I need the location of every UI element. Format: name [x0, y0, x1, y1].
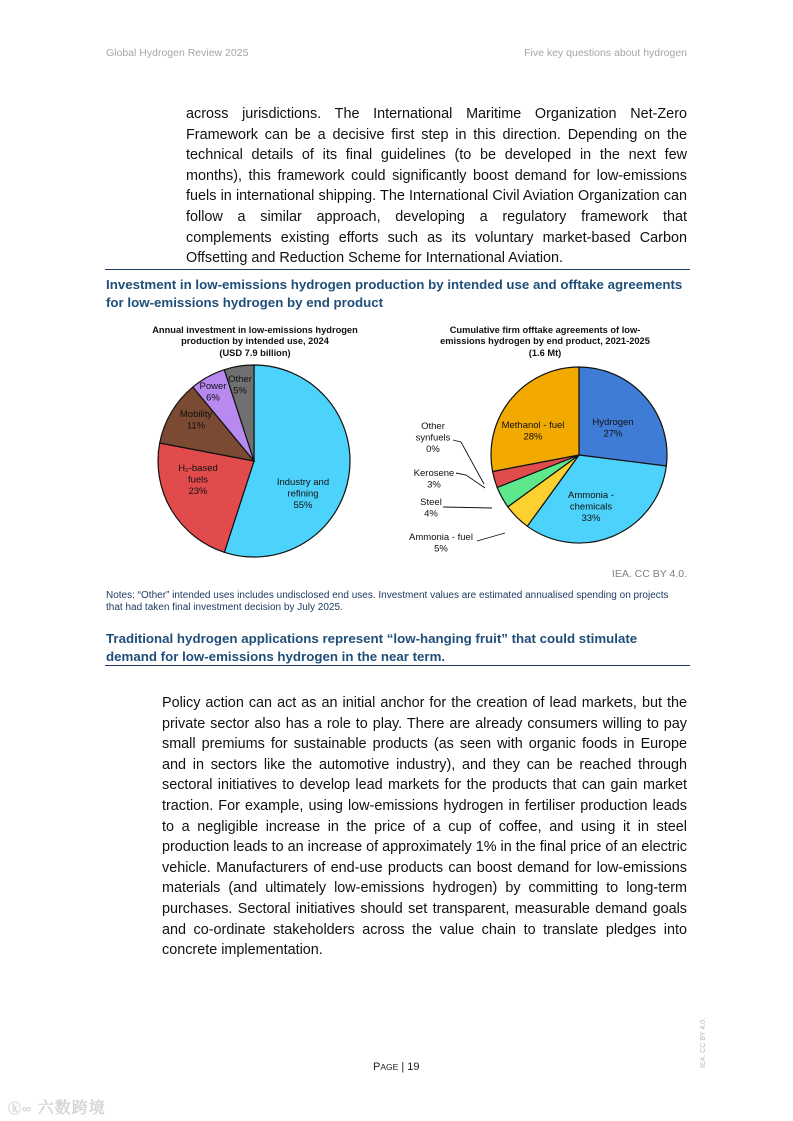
- page-number: [373, 1061, 420, 1073]
- pie-label: Power 6%: [199, 381, 227, 404]
- watermark-text: 六数跨境: [37, 1100, 106, 1117]
- pie-label: H₂-based fuels 23%: [178, 463, 218, 497]
- left-pie-chart: [158, 365, 350, 557]
- watermark-icon: ⓚ∞: [8, 1101, 33, 1116]
- leader-line: [443, 507, 492, 508]
- pie-label: Ammonia -chemicals 33%: [568, 490, 614, 524]
- right-chart-title-line1: Cumulative firm offtake agreements of low-: [449, 325, 641, 335]
- pie-label: Methanol - fuel 28%: [501, 420, 565, 443]
- right-chart-title-line2: emissions hydrogen by end product, 2021-2025: [440, 336, 650, 347]
- right-chart-title-line3: (1.6 Mt): [528, 347, 562, 358]
- pie-label: Industry and refining 55%: [276, 477, 330, 511]
- left-chart-title-line2: production by intended use, 2024: [181, 336, 329, 347]
- page-separator: |: [398, 1061, 408, 1073]
- pie-label: Ammonia - fuel 5%: [409, 532, 473, 555]
- body-paragraph-1: across jurisdictions. The International Maritime Organization Net-Zero Framework can be a decisive first step in this direction. Depending on the technical details of its final guidelines (to be developed in the next few months), this framework could significantly boost demand for low-emissions fuels in international shipping. The International Civil Aviation Organization can follow a similar approach, developing a regulatory framework that complements existing efforts such as its voluntary market-based Carbon Offsetting and Reduction Scheme for International Aviation.: [186, 106, 687, 267]
- figure-bottom-rule: [105, 665, 690, 666]
- figure-title: Investment in low-emissions hydrogen production by intended use and offtake agreements for low-emissions hydrogen by end product: [106, 277, 683, 310]
- left-chart-title-line3: (USD 7.9 billion): [219, 347, 291, 358]
- pie-label: Kerosene 3%: [413, 468, 455, 491]
- page-label-initial: P: [373, 1061, 381, 1073]
- pie-label: Mobility 11%: [179, 409, 213, 432]
- page-label-rest: AGE: [380, 1062, 399, 1072]
- pie-label: Other synfuels 0%: [415, 421, 451, 455]
- leader-line: [453, 440, 484, 484]
- pie-label: Other 5%: [228, 374, 252, 397]
- pie-label: Steel 4%: [420, 497, 442, 520]
- side-credit: IEA. CC BY 4.0.: [700, 1017, 707, 1068]
- figure-notes: Notes: “Other” intended uses includes undisclosed end uses. Investment values are estimated annualised spending on projects that had taken final investment decision by July 2025.: [106, 590, 669, 613]
- body-paragraph-2: Policy action can act as an initial anchor for the creation of lead markets, but the private sector also has a role to play. There are already consumers willing to pay small premiums for sustainable products (as seen with organic foods in Europe and in sectors like the automotive industry), and they can be reached through sectoral initiatives to develop lead markets for the products that can gain market traction. For example, using low-emissions hydrogen in fertiliser production leads to a negligible increase in the price of a cup of coffee, and using it in steel production leads to an increase of approximately 1% in the final price of an electric vehicle. Manufacturers of end-use products can boost demand for low-emissions materials (and ultimately low-emissions hydrogen) by committing to long-term purchases. Sectoral initiatives should set transparent, measurable demand goals and co-ordinate stakeholders across the value chain to translate pledges into concrete implementation.: [162, 695, 687, 959]
- leader-line: [456, 473, 485, 488]
- running-header-title: Global Hydrogen Review 2025: [106, 47, 249, 59]
- right-pie-chart: [491, 367, 667, 543]
- running-header-chapter: Five key questions about hydrogen: [524, 47, 687, 59]
- figure-takeaway: Traditional hydrogen applications represent “low-hanging fruit” that could stimulate demand for low-emissions hydrogen in the near term.: [106, 631, 638, 664]
- watermark-logo: [8, 1095, 106, 1118]
- page-number-value: 19: [407, 1061, 420, 1073]
- leader-line: [477, 533, 505, 541]
- figure-credit: IEA. CC BY 4.0.: [611, 568, 687, 580]
- pie-label: Hydrogen 27%: [592, 417, 634, 440]
- left-chart-title-line1: Annual investment in low-emissions hydrogen: [152, 325, 358, 335]
